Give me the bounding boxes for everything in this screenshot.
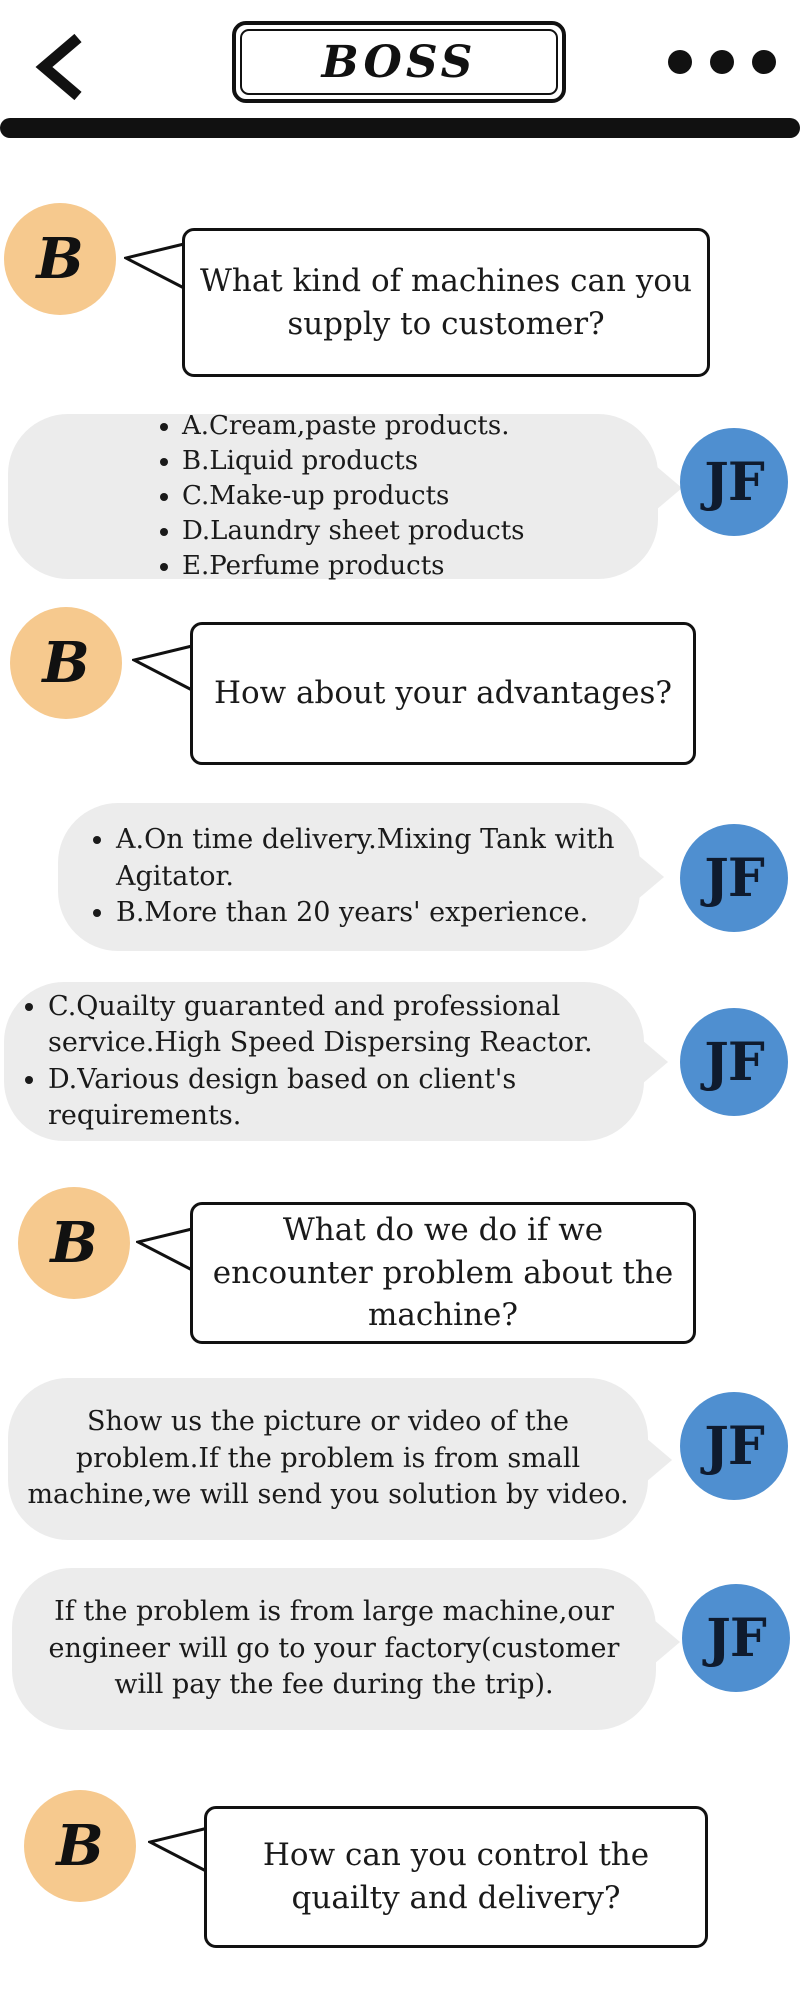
bubble-tail [642,1040,668,1084]
header-divider [0,118,800,138]
answer-list-1 [148,409,525,583]
avatar-boss: B [10,607,122,719]
avatar-jf: JF [680,1392,788,1500]
answer-bubble-4: Show us the picture or video of the problem.If the problem is from small machine,we will send you solution by video. [8,1378,648,1540]
answer-bubble-2 [58,803,640,951]
bubble-tail [654,1620,680,1664]
answer-bubble-1 [8,411,658,581]
question-bubble-4: How can you control the quailty and delivery? [204,1806,708,1948]
bubble-tail [124,236,188,300]
answer-list-2 [82,822,620,931]
list-item: • B.More than 20 years' experience. [116,895,620,931]
list-item: • D.Laundry sheet products [182,514,525,549]
list-item: • C.Quailty guaranted and professional service.High Speed Dispersing Reactor. [48,989,624,1062]
bubble-tail [656,466,682,510]
list-item: • A.Cream,paste products. [182,409,525,444]
page-title: BOSS [321,36,477,88]
avatar-jf: JF [680,824,788,932]
answer-bubble-3 [4,982,644,1141]
answer-bubble-5: If the problem is from large machine,our engineer will go to your factory(customer will pay the fee during the trip). [12,1568,656,1730]
avatar-jf: JF [682,1584,790,1692]
bubble-tail [646,1438,672,1482]
bubble-tail [132,638,196,702]
list-item: • A.On time delivery.Mixing Tank with Agitator. [116,822,620,895]
avatar-jf: JF [680,428,788,536]
answer-list-3 [14,989,624,1135]
back-arrow-icon[interactable] [32,32,92,102]
title-box [232,21,566,103]
avatar-boss: B [18,1187,130,1299]
list-item: • B.Liquid products [182,444,525,479]
bubble-tail [638,855,664,899]
list-item: • C.Make-up products [182,479,525,514]
avatar-boss: B [4,203,116,315]
question-bubble-3: What do we do if we encounter problem about the machine? [190,1202,696,1344]
bubble-tail [148,1820,212,1884]
question-bubble-2: How about your advantages? [190,622,696,765]
question-bubble-1: What kind of machines can you supply to customer? [182,228,710,377]
more-options-icon[interactable] [668,50,776,74]
list-item: • D.Various design based on client's requirements. [48,1062,624,1135]
avatar-jf: JF [680,1008,788,1116]
list-item: • E.Perfume products [182,549,525,584]
avatar-boss: B [24,1790,136,1902]
